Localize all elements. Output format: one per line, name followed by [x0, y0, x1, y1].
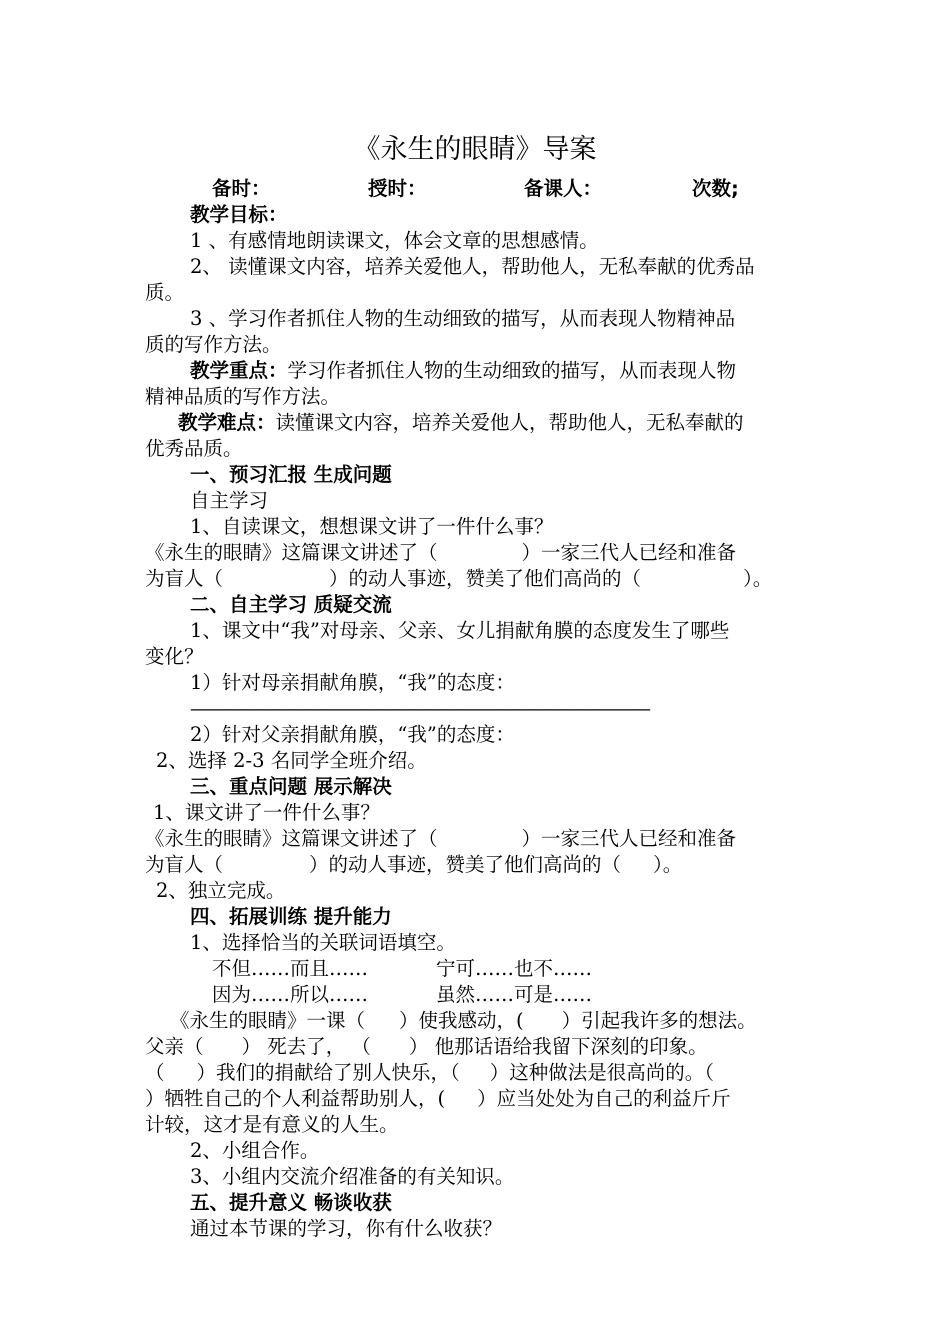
- section-4-q1: 1、选择恰当的关联词语填空。: [190, 931, 456, 954]
- fill-text: ）一家三代人已经和准备: [521, 541, 737, 564]
- section-5-q1: 通过本节课的学习，你有什么收获？: [190, 1217, 503, 1240]
- section-3-q1: 1、课文讲了一件什么事？: [153, 801, 380, 824]
- section-5-heading: 五、提升意义 畅谈收获: [190, 1191, 392, 1214]
- page-title: 《永生的眼睛》导案: [353, 134, 597, 165]
- fill-text: 为盲人（: [145, 853, 224, 876]
- goal-2: 2、 读懂课文内容，培养关爱他人，帮助他人，无私奉献的优秀品: [190, 255, 755, 278]
- section-2-q1-1: 1）针对母亲捐献角膜，“我”的态度：: [190, 671, 515, 694]
- goal-3: 3 、学习作者抓住人物的生动细致的描写，从而表现人物精神品: [190, 307, 736, 330]
- key-point-text: 学习作者抓住人物的生动细致的描写，从而表现人物: [287, 359, 737, 382]
- exercise-line-3: [145, 1060, 714, 1086]
- fill-text: ）的动人事迹，赞美了他们高尚的（: [329, 567, 642, 590]
- exercise-line-2: [145, 1034, 708, 1060]
- difficulty-text: 读懂课文内容，培养关爱他人，帮助他人，无私奉献的: [275, 411, 744, 434]
- option-3: 因为……所以……: [212, 983, 369, 1006]
- class-time-label: 授时：: [368, 177, 427, 200]
- fill-text: 父亲（: [145, 1035, 204, 1058]
- fill-text: ）。: [743, 567, 773, 590]
- goal-1: 1 、有感情地朗读课文，体会文章的思想感情。: [190, 229, 599, 252]
- option-1: 不但……而且……: [212, 957, 369, 980]
- section-2-q1-2: 2）针对父亲捐献角膜，“我”的态度：: [190, 723, 515, 746]
- fill-text: ） 死去了， （: [241, 1035, 371, 1058]
- fill-text: 《永生的眼睛》这篇课文讲述了（: [145, 541, 438, 564]
- difficulty-label: 教学难点：: [178, 411, 276, 434]
- fill-text: ）牺牲自己的个人利益帮助别人，(: [145, 1087, 446, 1110]
- option-2: 宁可……也不……: [436, 957, 593, 980]
- fill-text: ）。: [653, 853, 683, 876]
- section-3-heading: 三、重点问题 展示解决: [190, 775, 392, 798]
- fill-text: 《永生的眼睛》这篇课文讲述了（: [145, 827, 438, 850]
- answer-line[interactable]: ———————————————————————————: [190, 698, 649, 720]
- goal-2-cont: 质。: [145, 281, 185, 304]
- fill-text: ）这种做法是很高尚的。（: [489, 1061, 715, 1084]
- key-point-cont: 精神品质的写作方法。: [145, 385, 341, 408]
- section-3-fill-line-1: [145, 826, 736, 852]
- fill-text: ）使我感动，(: [399, 1009, 524, 1032]
- option-4: 虽然……可是……: [436, 983, 593, 1006]
- exercise-line-5: 计较，这才是有意义的人生。: [145, 1113, 399, 1136]
- preparer-label: 备课人：: [524, 177, 603, 200]
- difficulty: [178, 410, 744, 436]
- section-4-q3: 3、小组内交流介绍准备的有关知识。: [190, 1165, 515, 1188]
- section-1-heading: 一、预习汇报 生成问题: [190, 463, 392, 486]
- section-3-q2: 2、独立完成。: [156, 879, 286, 902]
- section-1-fill-line-1: [145, 540, 736, 566]
- section-2-q1-cont: 变化？: [145, 645, 204, 668]
- fill-text: ）一家三代人已经和准备: [521, 827, 737, 850]
- fill-text: ）的动人事迹，赞美了他们高尚的（: [309, 853, 622, 876]
- count-label: 次数;: [692, 177, 739, 200]
- fill-text: 为盲人（: [145, 567, 224, 590]
- section-1-sub: 自主学习: [190, 489, 269, 512]
- fill-text: ）应当处处为自己的利益斤斤: [477, 1087, 731, 1110]
- section-1-q1: 1、自读课文，想想课文讲了一件什么事？: [190, 515, 554, 538]
- goal-3-cont: 质的写作方法。: [145, 333, 282, 356]
- prep-time-label: 备时：: [212, 177, 271, 200]
- key-point-label: 教学重点：: [190, 359, 288, 382]
- section-3-fill-line-2: [145, 852, 682, 878]
- exercise-line-4: [145, 1086, 731, 1112]
- key-point: [190, 358, 736, 384]
- section-4-heading: 四、拓展训练 提升能力: [190, 905, 392, 928]
- section-2-heading: 二、自主学习 质疑交流: [190, 593, 392, 616]
- fill-text: 《永生的眼睛》一课（: [170, 1009, 366, 1032]
- fill-text: ） 他那话语给我留下深刻的印象。: [408, 1035, 708, 1058]
- goals-heading: 教学目标：: [190, 203, 288, 226]
- section-1-fill-line-2: [145, 566, 772, 592]
- difficulty-cont: 优秀品质。: [145, 437, 243, 460]
- fill-text: ）我们的捐献给了别人快乐，（: [196, 1061, 460, 1084]
- exercise-line-1: [170, 1008, 757, 1034]
- section-4-q2: 2、小组合作。: [190, 1139, 320, 1162]
- section-2-q2: 2、选择 2-3 名同学全班介绍。: [156, 749, 427, 772]
- fill-text: （: [145, 1061, 165, 1084]
- section-2-q1: 1、课文中“我”对母亲、父亲、女儿捐献角膜的态度发生了哪些: [190, 619, 730, 642]
- fill-text: ）引起我许多的想法。: [561, 1009, 757, 1032]
